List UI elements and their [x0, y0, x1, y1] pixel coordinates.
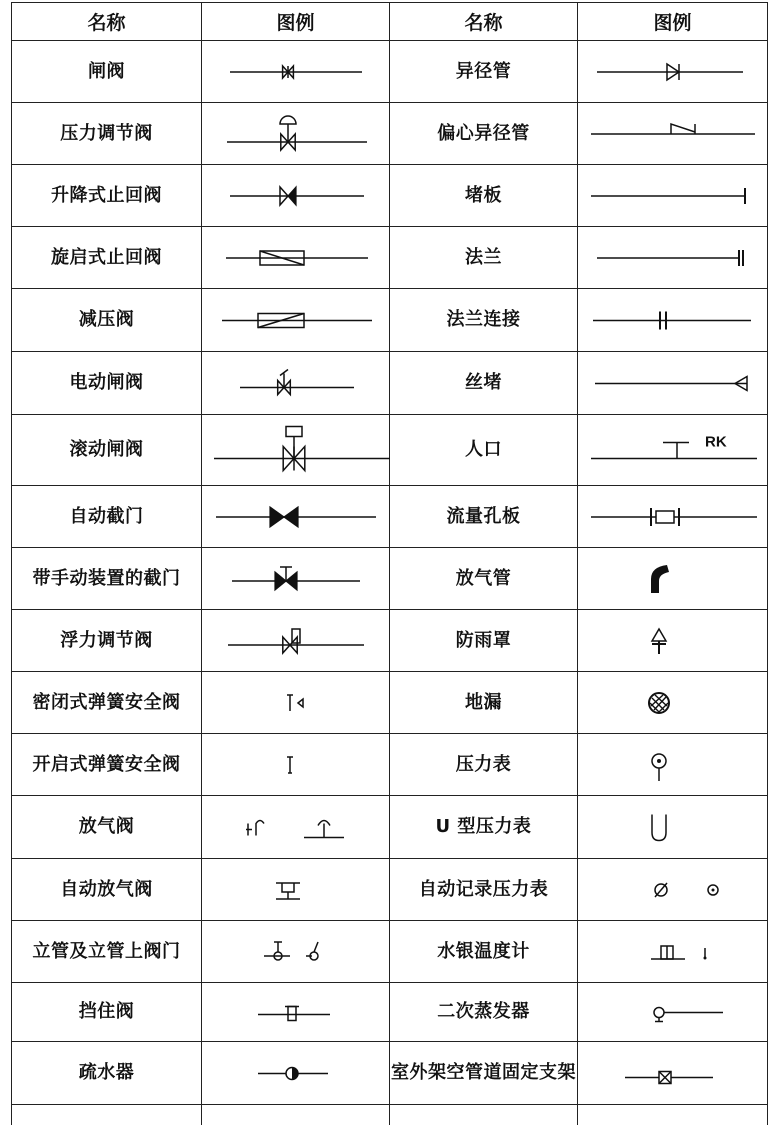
vent-pipe-icon [579, 550, 767, 608]
header-symbol-right: 图例 [578, 3, 768, 41]
rain-cap-icon [579, 612, 767, 670]
right-item-name: 放气管 [390, 548, 578, 610]
table-continuation-cell [12, 1105, 202, 1125]
air-release-valve-icon [202, 798, 390, 857]
right-item-name: 流量孔板 [390, 486, 578, 548]
right-item-symbol [578, 859, 768, 921]
header-name-left: 名称 [12, 3, 202, 41]
right-item-symbol [578, 415, 768, 486]
legend-row [12, 859, 768, 921]
float-regulating-valve-icon [202, 612, 390, 670]
legend-row [12, 921, 768, 983]
header-name-right: 名称 [390, 3, 578, 41]
legend-body [12, 41, 768, 1125]
legend-row [12, 289, 768, 352]
legend-row [12, 983, 768, 1042]
left-item-symbol [202, 921, 390, 983]
electric-gate-valve-icon [202, 354, 390, 413]
right-item-name: 防雨罩 [390, 610, 578, 672]
left-item-name: 自动截门 [12, 486, 202, 548]
left-item-symbol [202, 352, 390, 415]
flange-icon [579, 229, 767, 287]
right-item-name: 堵板 [390, 165, 578, 227]
legend-row [12, 734, 768, 796]
eccentric-reducer-icon [579, 105, 767, 163]
table-continuation-cell [578, 1105, 768, 1125]
table-continuation-cell [202, 1105, 390, 1125]
left-item-symbol [202, 548, 390, 610]
right-item-symbol [578, 983, 768, 1042]
left-item-symbol [202, 1042, 390, 1105]
right-item-symbol [578, 486, 768, 548]
legend-row [12, 610, 768, 672]
right-item-name: 自动记录压力表 [390, 859, 578, 921]
legend-row [12, 352, 768, 415]
right-item-name: 室外架空管道固定支架 [390, 1042, 578, 1105]
right-item-name: 压力表 [390, 734, 578, 796]
left-item-symbol [202, 103, 390, 165]
legend-row [12, 165, 768, 227]
left-item-name: 减压阀 [12, 289, 202, 352]
left-item-symbol [202, 486, 390, 548]
recording-pressure-gauge-icon [579, 861, 767, 919]
right-item-name: U 型压力表 [390, 796, 578, 859]
right-item-name: 偏心异径管 [390, 103, 578, 165]
flange-connection-icon [579, 291, 767, 350]
riser-valve-icon [202, 923, 390, 981]
right-item-symbol [578, 672, 768, 734]
lift-check-valve-icon [202, 167, 390, 225]
floor-drain-icon [579, 674, 767, 732]
right-item-name: 地漏 [390, 672, 578, 734]
left-item-name: 自动放气阀 [12, 859, 202, 921]
left-item-name: 电动闸阀 [12, 352, 202, 415]
right-item-name: 法兰 [390, 227, 578, 289]
right-item-name: 丝堵 [390, 352, 578, 415]
header-symbol-left: 图例 [202, 3, 390, 41]
left-item-name: 带手动装置的截门 [12, 548, 202, 610]
manual-stop-valve-icon [202, 550, 390, 608]
right-item-symbol [578, 227, 768, 289]
left-item-name: 密闭式弹簧安全阀 [12, 672, 202, 734]
right-item-name: 二次蒸发器 [390, 983, 578, 1042]
right-item-name: 水银温度计 [390, 921, 578, 983]
left-item-symbol [202, 415, 390, 486]
left-item-name: 疏水器 [12, 1042, 202, 1105]
left-item-name: 压力调节阀 [12, 103, 202, 165]
right-item-symbol [578, 734, 768, 796]
orifice-plate-icon [579, 488, 767, 546]
left-item-symbol [202, 41, 390, 103]
right-item-symbol [578, 165, 768, 227]
legend-row [12, 796, 768, 859]
left-item-symbol [202, 859, 390, 921]
left-item-name: 滚动闸阀 [12, 415, 202, 486]
reducer-icon [579, 43, 767, 101]
manhole-label: RK [705, 433, 727, 450]
right-item-symbol [578, 289, 768, 352]
right-item-name: 人口 [390, 415, 578, 486]
right-item-symbol [578, 548, 768, 610]
u-manometer-icon [579, 798, 767, 857]
left-item-name: 放气阀 [12, 796, 202, 859]
swing-check-valve-icon [202, 229, 390, 287]
left-item-name: 闸阀 [12, 41, 202, 103]
mercury-thermometer-icon [579, 923, 767, 981]
left-item-name: 开启式弹簧安全阀 [12, 734, 202, 796]
legend-row [12, 103, 768, 165]
right-item-symbol [578, 352, 768, 415]
legend-row [12, 415, 768, 486]
secondary-evaporator-icon [579, 985, 767, 1040]
right-item-symbol [578, 921, 768, 983]
legend-table [11, 2, 768, 1125]
steam-trap-icon [202, 1044, 390, 1103]
table-continuation-cell [390, 1105, 578, 1125]
left-item-symbol [202, 983, 390, 1042]
threaded-plug-icon [579, 354, 767, 413]
manhole-icon [579, 417, 767, 484]
legend-row [12, 41, 768, 103]
right-item-symbol [578, 610, 768, 672]
right-item-symbol [578, 41, 768, 103]
closed-spring-safety-valve-icon [202, 674, 390, 732]
legend-row [12, 548, 768, 610]
left-item-name: 升降式止回阀 [12, 165, 202, 227]
rolling-gate-valve-icon [202, 417, 390, 484]
left-item-symbol [202, 796, 390, 859]
table-continuation-row [12, 1105, 768, 1125]
left-item-name: 浮力调节阀 [12, 610, 202, 672]
header-row [12, 3, 768, 41]
left-item-symbol [202, 227, 390, 289]
left-item-symbol [202, 165, 390, 227]
left-item-symbol [202, 734, 390, 796]
right-item-symbol [578, 1042, 768, 1105]
left-item-name: 挡住阀 [12, 983, 202, 1042]
right-item-symbol [578, 103, 768, 165]
legend-row [12, 672, 768, 734]
legend-row [12, 1042, 768, 1105]
left-item-symbol [202, 610, 390, 672]
left-item-name: 旋启式止回阀 [12, 227, 202, 289]
automatic-stop-valve-icon [202, 488, 390, 546]
left-item-symbol [202, 289, 390, 352]
legend-row [12, 486, 768, 548]
right-item-name: 法兰连接 [390, 289, 578, 352]
pressure-reducing-valve-icon [202, 291, 390, 350]
gate-valve-icon [202, 43, 390, 101]
stop-valve-icon [202, 985, 390, 1040]
open-spring-safety-valve-icon [202, 736, 390, 794]
pressure-regulating-valve-icon [202, 105, 390, 163]
left-item-name: 立管及立管上阀门 [12, 921, 202, 983]
pressure-gauge-icon [579, 736, 767, 794]
right-item-name: 异径管 [390, 41, 578, 103]
legend-row [12, 227, 768, 289]
right-item-symbol [578, 796, 768, 859]
fixed-support-icon [579, 1044, 767, 1103]
automatic-air-valve-icon [202, 861, 390, 919]
left-item-symbol [202, 672, 390, 734]
blind-plate-icon [579, 167, 767, 225]
